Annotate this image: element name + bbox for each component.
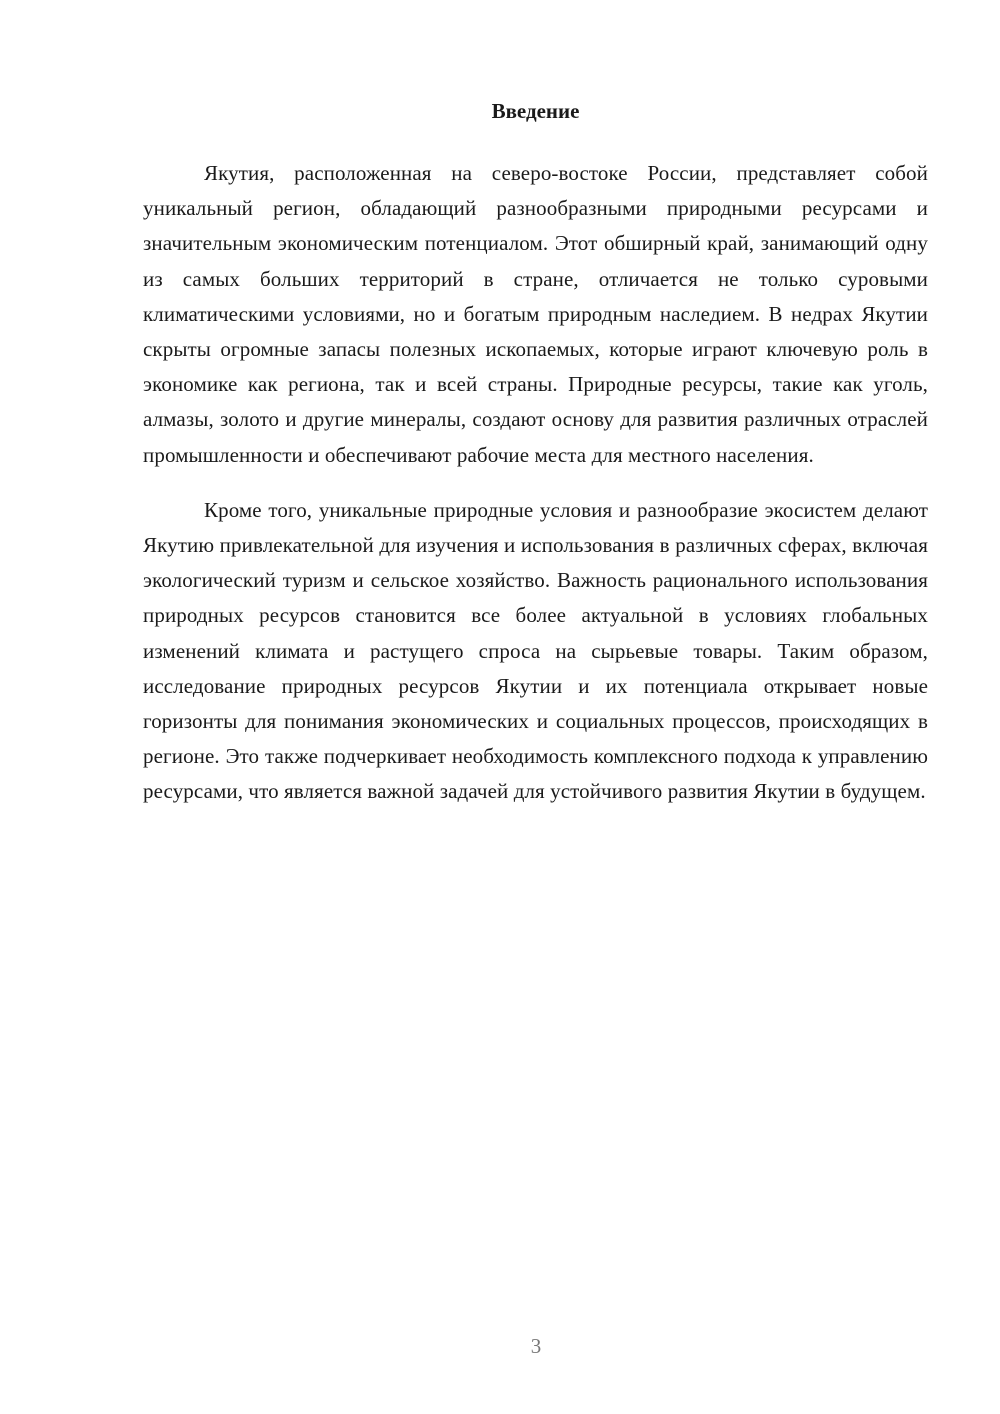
page-content xyxy=(143,96,928,810)
page-number: 3 xyxy=(530,1334,542,1358)
section-title: Введение xyxy=(491,99,580,123)
paragraph-2: Кроме того, уникальные природные условия и разнообразие экосистем делают Якутию привлекательной для изучения и использования в различных сферах, включая экологический туризм и сельское хозяйство. Важность рационального использования природных ресурсов становится все более актуальной в условиях глобальных изменений климата и растущего спроса на сырьевые товары. Таким образом, исследование природных ресурсов Якутии и их потенциала открывает новые горизонты для понимания экономических и социальных процессов, происходящих в регионе. Это также подчеркивает необходимость комплексного подхода к управлению ресурсами, что является важной задачей для устойчивого развития Якутии в будущем. xyxy=(143,497,928,804)
paragraph-1: Якутия, расположенная на северо-востоке России, представляет собой уникальный регион, обладающий разнообразными природными ресурсами и значительным экономическим потенциалом. Этот обширный край, занимающий одну из самых больших территорий в стране, отличается не только суровыми климатическими условиями, но и богатым природным наследием. В недрах Якутии скрыты огромные запасы полезных ископаемых, которые играют ключевую роль в экономике как региона, так и всей страны. Природные ресурсы, такие как уголь, алмазы, золото и другие минералы, создают основу для развития различных отраслей промышленности и обеспечивают рабочие места для местного населения. xyxy=(143,161,928,467)
